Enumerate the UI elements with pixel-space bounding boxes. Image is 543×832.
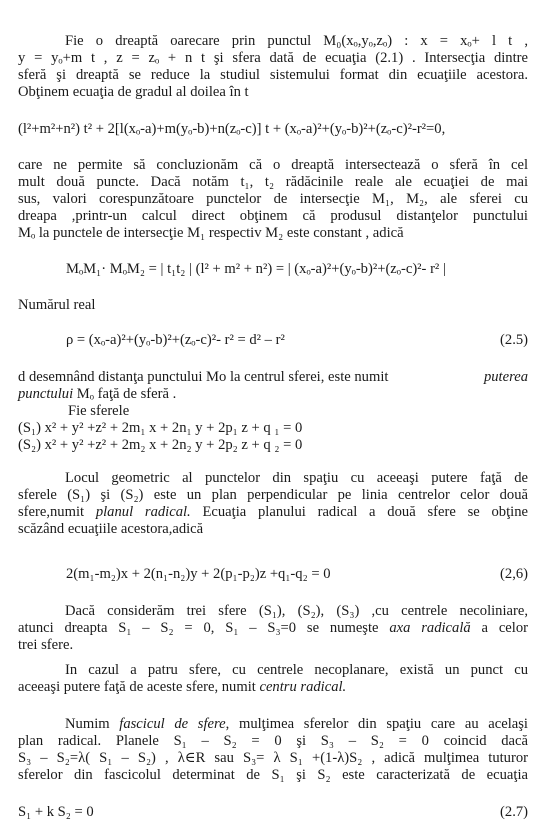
paragraph-2-line-5: Mₒ la punctele de intersecţie M₁ respectiv M₂ este constant , adică [18,225,404,241]
paragraph-4-text-2: Ecuaţia planului radical a două sfere se obţine [190,504,528,520]
equation-pencil: S₁ + k S₂ = 0 [18,804,94,820]
paragraph-5-text-2: a celor [470,620,528,636]
paragraph-7-line-4: sferelor din fascicolul determinat de S₁ şi S₂ este caracterizată de ecuaţia [18,767,528,783]
equation-number-2-6: (2,6) [500,566,528,582]
term-fascicul-de-sfere: fascicul de sfere [119,716,226,732]
paragraph-3-line-2 [18,386,528,403]
term-planul-radical: planul radical. [95,504,191,520]
equation-number-2-5: (2.5) [500,332,528,348]
paragraph-7-line-3: S₃ – S₂=λ( S₁ – S₂) , λ∈R sau S₃= λ S₁ +(1-λ)S₂ , adică mulţimea tuturor [18,750,528,766]
term-puterea: puterea [483,369,528,385]
paragraph-5-line-1: Dacă considerăm trei sfere (S₁), (S₂), (S₃) ,cu centrele necoliniare, [65,603,528,619]
equation-quadratic: (l²+m²+n²) t² + 2[l(xₒ-a)+m(yₒ-b)+n(zₒ-c)] t + (xₒ-a)²+(yₒ-b)²+(zₒ-c)²-r²=0, [18,121,446,137]
paragraph-2-line-3: sus, valori corespunzătoare punctelor de intersecţie M₁, M₂, ale sferei cu [18,191,528,207]
paragraph-2-line-4: dreapa ,printr-un calcul direct obţinem că produsul distanţelor punctului [18,208,528,224]
paragraph-7-line-2: plan radical. Planele S₁ – S₂ = 0 şi S₃ – S₂ = 0 coincid dacă [18,733,528,749]
paragraph-6-line-1: In cazul a patru sfere, cu centrele necoplanare, există un punct cu [65,662,528,678]
paragraph-1-line-1: Fie o dreaptă oarecare prin punctul M₀(xₒ,yₒ,zₒ) : x = xₒ+ l t , [65,33,528,49]
paragraph-4-line-3 [18,504,528,521]
equation-number-2-7: (2.7) [500,804,528,820]
term-axa-radicala: axa radicală [389,620,471,636]
paragraph-3-tail: faţă de sferă . [93,386,177,402]
paragraph-6-line-2 [18,679,528,696]
paragraph-4-line-1: Locul geometric al punctelor din spaţiu cu aceeaşi putere faţă de [65,470,528,486]
paragraph-7-line-1 [65,716,528,733]
paragraph-7-text: Numim [65,716,120,732]
paragraph-2-line-2: mult două puncte. Dacă notăm t₁, t₂ rădăcinile reale ale ecuaţiei de mai [18,174,528,190]
paragraph-7-text-2: , mulţimea sferelor din spaţiu care au acelaşi [225,716,528,732]
paragraph-5-line-2 [18,620,528,637]
paragraph-6-text: aceeaşi putere faţă de aceste sfere, numit [18,679,260,695]
paragraph-1-line-3: sferă şi dreaptă se reduce la studiul sistemului format din ecuaţiile acestora. [18,67,528,83]
real-number-label: Numărul real [18,297,96,313]
term-centru-radical: centru radical. [259,679,347,695]
sphere-2-equation: (S₂) x² + y² +z² + 2m₂ x + 2n₂ y + 2p₂ z + q ₂ = 0 [18,437,303,453]
spheres-intro: Fie sferele [68,403,130,419]
document-page [18,0,528,832]
term-punctului: punctului [18,386,74,402]
paragraph-1-line-2: y = yₒ+m t , z = zₒ + n t şi sfera dată de ecuaţia (2.1) . Intersecţia dintre [18,50,528,66]
paragraph-3-line-1 [18,369,528,386]
sphere-1-equation: (S₁) x² + y² +z² + 2m₁ x + 2n₁ y + 2p₁ z + q ₁ = 0 [18,420,303,436]
paragraph-2-line-1: care ne permite să concluzionăm că o dreaptă intersectează o sferă în cel [18,157,528,173]
equation-radical-plane: 2(m₁-m₂)x + 2(n₁-n₂)y + 2(p₁-p₂)z +q₁-q₂ = 0 [66,566,331,582]
paragraph-4-line-2: sferele (S₁) şi (S₂) este un plan perpendicular pe linia centrelor celor două [18,487,528,503]
paragraph-5-line-3: trei sfere. [18,637,74,653]
paragraph-5-text: atunci dreapta S₁ – S₂ = 0, S₁ – S₃=0 se numeşte [18,620,390,636]
point-mo: Mₒ [73,386,94,402]
equation-power: ρ = (xₒ-a)²+(yₒ-b)²+(zₒ-c)²- r² = d² – r² [66,332,285,348]
paragraph-3-text: d desemnând distanţa punctului Mo la centrul sferei, este numit [18,369,389,385]
equation-product: MₒM₁· MₒM₂ = | t₁t₂ | (l² + m² + n²) = | (xₒ-a)²+(yₒ-b)²+(zₒ-c)²- r² | [66,261,446,277]
paragraph-4-line-4: scăzând ecuaţiile acestora,adică [18,521,204,537]
paragraph-4-text: sfere,numit [18,504,96,520]
paragraph-1-line-4: Obţinem ecuaţia de gradul al doilea în t [18,84,249,100]
